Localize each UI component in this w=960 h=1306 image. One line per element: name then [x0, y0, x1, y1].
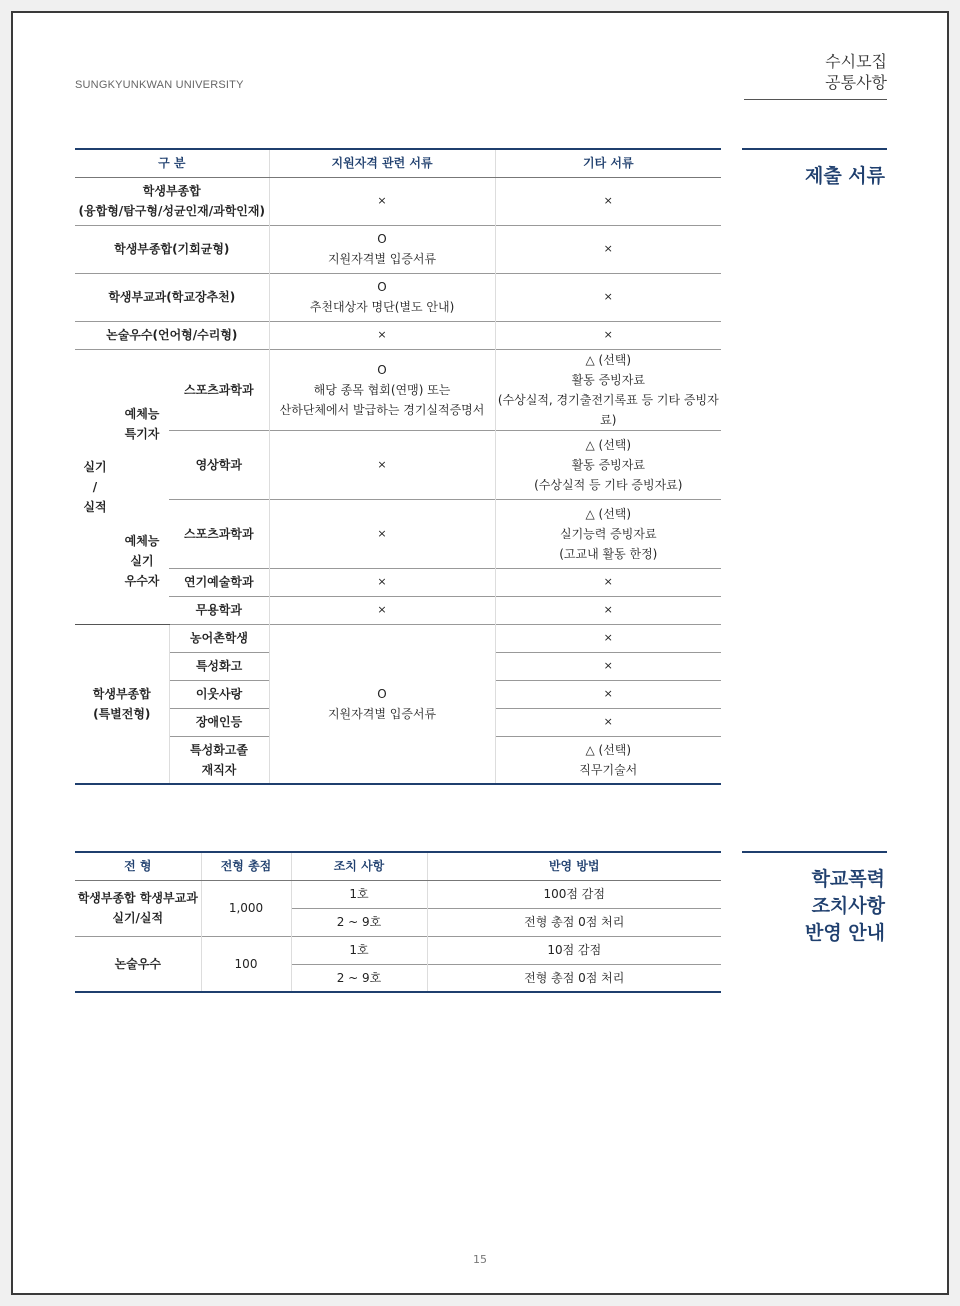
row-label: 영상학과 [169, 430, 269, 499]
other-cell: × [495, 321, 721, 349]
qualification-cell: × [269, 177, 495, 225]
table-row [75, 349, 721, 430]
qualification-cell: × [269, 596, 495, 624]
table-row [75, 177, 721, 225]
total-cell: 100 [201, 936, 291, 992]
qualification-cell: × [269, 430, 495, 499]
table-row [75, 321, 721, 349]
other-cell: × [495, 273, 721, 321]
violence-table [75, 851, 721, 993]
section2-divider [742, 851, 887, 853]
header-type: 전 형 [75, 852, 201, 880]
header-qualification-docs: 지원자격 관련 서류 [269, 149, 495, 177]
other-cell: × [495, 680, 721, 708]
row-label: 학생부종합(기회균형) [75, 225, 269, 273]
table-row [75, 596, 721, 624]
other-cell: △ (선택) 활동 증빙자료 (수상실적 등 기타 증빙자료) [495, 430, 721, 499]
page-header-title [825, 51, 887, 93]
row-label: 농어촌학생 [169, 624, 269, 652]
other-cell: × [495, 225, 721, 273]
header-other-docs: 기타 서류 [495, 149, 721, 177]
measure-cell: 1호 [291, 936, 427, 964]
row-label: 논술우수(언어형/수리형) [75, 321, 269, 349]
row-label: 무용학과 [169, 596, 269, 624]
row-label: 학생부교과(학교장추천) [75, 273, 269, 321]
row-label: 학생부종합 학생부교과 실기/실적 [75, 880, 201, 936]
table-row [75, 568, 721, 596]
other-cell: × [495, 177, 721, 225]
method-cell: 전형 총점 0점 처리 [427, 964, 721, 992]
table-row [75, 499, 721, 568]
other-cell: × [495, 652, 721, 680]
table-row [75, 430, 721, 499]
group-practical: 실기 / 실적 [75, 349, 115, 624]
table-row [75, 880, 721, 908]
section2-label: 학교폭력 조치사항 반영 안내 [804, 868, 885, 944]
row-label: 스포츠과학과 [169, 499, 269, 568]
qualification-cell: O 지원자격별 입증서류 [269, 624, 495, 784]
other-cell: × [495, 568, 721, 596]
qualification-cell: O 추천대상자 명단(별도 안내) [269, 273, 495, 321]
documents-table [75, 148, 721, 785]
subgroup-excellent: 예체능 실기 우수자 [124, 534, 160, 589]
method-cell: 10점 감점 [427, 936, 721, 964]
header-method: 반영 방법 [427, 852, 721, 880]
other-cell: △ (선택) 실기능력 증빙자료 (고교내 활동 한정) [495, 499, 721, 568]
other-cell: △ (선택) 활동 증빙자료 (수상실적, 경기출전기록표 등 기타 증빙자료) [495, 349, 721, 430]
row-label: 이웃사랑 [169, 680, 269, 708]
section1-label: 제출 서류 [804, 165, 885, 187]
table-row [75, 624, 721, 652]
header-title-line2: 공통사항 [825, 73, 887, 92]
header-measure: 조치 사항 [291, 852, 427, 880]
group-special: 학생부종합 (특별전형) [75, 624, 169, 784]
qualification-cell: O 지원자격별 입증서류 [269, 225, 495, 273]
section1-divider [742, 148, 887, 150]
header-title-line1: 수시모집 [825, 52, 887, 71]
row-label: 스포츠과학과 [169, 349, 269, 430]
measure-cell: 2 ~ 9호 [291, 964, 427, 992]
method-cell: 전형 총점 0점 처리 [427, 908, 721, 936]
measure-cell: 1호 [291, 880, 427, 908]
page-number: 15 [473, 1253, 487, 1266]
row-label: 특성화고 [169, 652, 269, 680]
qualification-cell: × [269, 499, 495, 568]
row-label: 논술우수 [75, 936, 201, 992]
header-divider [744, 99, 887, 100]
other-cell: × [495, 596, 721, 624]
row-label: 특성화고졸 재직자 [169, 736, 269, 784]
header-total: 전형 총점 [201, 852, 291, 880]
measure-cell: 2 ~ 9호 [291, 908, 427, 936]
table-row [75, 936, 721, 964]
qualification-cell: × [269, 568, 495, 596]
university-name: SUNGKYUNKWAN UNIVERSITY [75, 79, 244, 91]
method-cell: 100점 감점 [427, 880, 721, 908]
other-cell: × [495, 624, 721, 652]
row-label: 학생부종합 (융합형/탐구형/성균인재/과학인재) [75, 177, 269, 225]
subgroup-special-talent: 예체능 특기자 [115, 349, 169, 499]
total-cell: 1,000 [201, 880, 291, 936]
header-category: 구 분 [75, 149, 269, 177]
qualification-cell: × [269, 321, 495, 349]
qualification-cell: O 해당 종목 협회(연맹) 또는 산하단체에서 발급하는 경기실적증명서 [269, 349, 495, 430]
other-cell: △ (선택) 직무기술서 [495, 736, 721, 784]
table-row [75, 273, 721, 321]
row-label: 연기예술학과 [169, 568, 269, 596]
table-row [75, 225, 721, 273]
document-page [11, 11, 949, 1295]
other-cell: × [495, 708, 721, 736]
row-label: 장애인등 [169, 708, 269, 736]
